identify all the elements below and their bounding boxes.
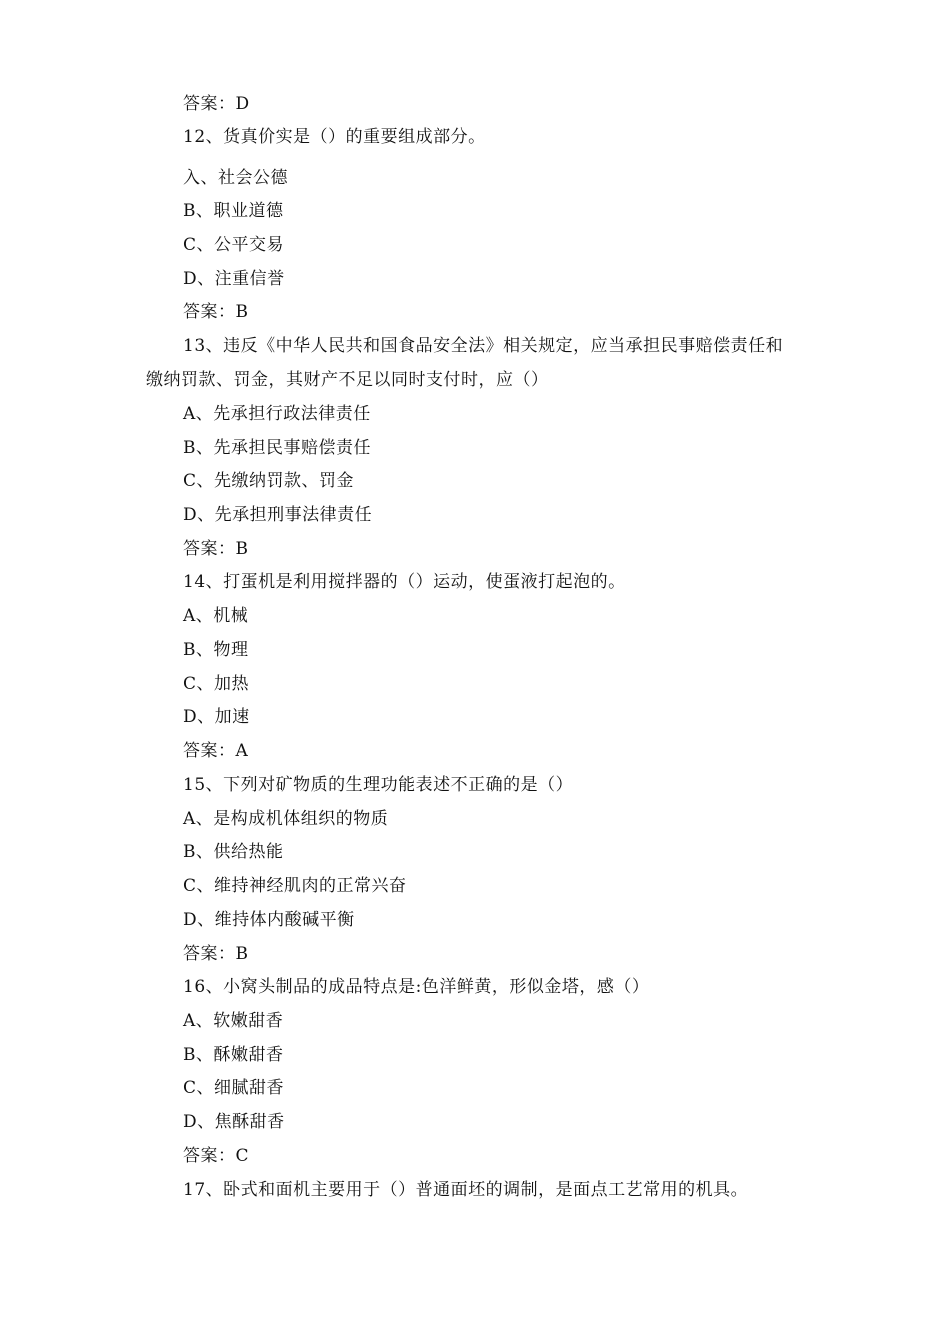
option-16-c: C、细腻甜香 [183, 1078, 285, 1098]
option-13-a: A、先承担行政法律责任 [183, 404, 371, 424]
option-14-b: B、物理 [183, 640, 249, 660]
option-14-c: C、加热 [183, 674, 250, 694]
option-12-b: B、职业道德 [183, 201, 284, 221]
option-13-d: D、先承担刑事法律责任 [183, 505, 373, 525]
question-16: 16、小窝头制品的成品特点是:色洋鲜黄，形似金塔，感（） [183, 977, 650, 997]
option-12-a: 入、社会公德 [183, 168, 288, 188]
option-14-a: A、机械 [183, 606, 249, 626]
option-16-a: A、软嫩甜香 [183, 1011, 284, 1031]
option-13-b: B、先承担民事赔偿责任 [183, 438, 371, 458]
option-16-d: D、焦酥甜香 [183, 1112, 285, 1132]
option-16-b: B、酥嫩甜香 [183, 1045, 284, 1065]
answer-12: 答案：B [183, 302, 249, 322]
question-13: 13、违反《中华人民共和国食品安全法》相关规定，应当承担民事赔偿责任和 [183, 336, 784, 356]
question-17: 17、卧式和面机主要用于（）普通面坯的调制，是面点工艺常用的机具。 [183, 1180, 749, 1200]
question-14: 14、打蛋机是利用搅拌器的（）运动，使蛋液打起泡的。 [183, 572, 626, 592]
answer-11: 答案：D [183, 94, 250, 114]
question-13-continuation: 缴纳罚款、罚金，其财产不足以同时支付时，应（） [146, 370, 549, 390]
option-15-d: D、维持体内酸碱平衡 [183, 910, 355, 930]
option-13-c: C、先缴纳罚款、罚金 [183, 471, 355, 491]
answer-13: 答案：B [183, 539, 249, 559]
option-12-c: C、公平交易 [183, 235, 285, 255]
option-14-d: D、加速 [183, 707, 250, 727]
option-15-b: B、供给热能 [183, 842, 284, 862]
question-15: 15、下列对矿物质的生理功能表述不正确的是（） [183, 775, 574, 795]
answer-14: 答案：A [183, 741, 249, 761]
option-15-c: C、维持神经肌肉的正常兴奋 [183, 876, 407, 896]
question-12: 12、货真价实是（）的重要组成部分。 [183, 127, 486, 147]
option-15-a: A、是构成机体组织的物质 [183, 809, 389, 829]
answer-15: 答案：B [183, 944, 249, 964]
option-12-d: D、注重信誉 [183, 269, 285, 289]
answer-16: 答案：C [183, 1146, 250, 1166]
